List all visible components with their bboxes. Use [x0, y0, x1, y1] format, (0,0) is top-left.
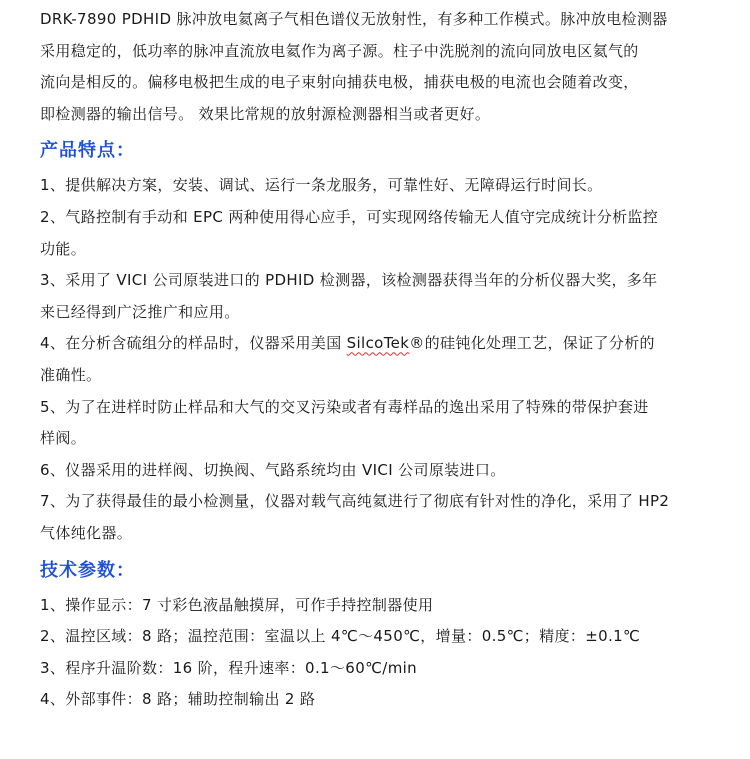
intro-line: 即检测器的输出信号。 效果比常规的放射源检测器相当或者更好。 [40, 104, 491, 123]
spec-line: 3、程序升温阶数：16 阶，程升速率：0.1～60℃/min [40, 658, 418, 677]
silcotek-brand: SilcoTek [346, 334, 410, 353]
feature-line: 3、采用了 VICI 公司原装进口的 PDHID 检测器，该检测器获得当年的分析仪器大奖，多年 [40, 271, 658, 290]
feature-line: 6、仪器采用的进样阀、切换阀、气路系统均由 VICI 公司原装进口。 [40, 460, 506, 479]
feature-line: 功能。 [40, 239, 87, 258]
intro-line: 采用稳定的，低功率的脉冲直流放电氦作为离子源。柱子中洗脱剂的流向同放电区氦气的 [40, 41, 639, 60]
feature-line: 样阀。 [40, 429, 87, 448]
feature-line: 来已经得到广泛推广和应用。 [40, 302, 240, 321]
features-section [40, 136, 716, 549]
spec-line: 2、温控区域：8 路；温控范围：室温以上 4℃～450℃，增量：0.5℃；精度：±0.1℃ [40, 627, 641, 646]
feature-line: 气体纯化器。 [40, 523, 133, 542]
feature-line-text: ®的硅钝化处理工艺，保证了分析的 [409, 334, 655, 353]
spec-line: 1、操作显示：7 寸彩色液晶触摸屏，可作手持控制器使用 [40, 595, 434, 614]
specs-section [40, 556, 716, 716]
intro-line: DRK-7890 PDHID 脉冲放电氦离子气相色谱仪无放射性，有多种工作模式。脉冲放电检测器 [40, 10, 668, 28]
features-heading: 产品特点： [40, 140, 135, 162]
intro-paragraph [40, 4, 716, 130]
specs-heading: 技术参数： [40, 559, 135, 581]
intro-line: 流向是相反的。偏移电极把生成的电子束射向捕获电极，捕获电极的电流也会随着改变， [40, 73, 639, 92]
spec-line: 4、外部事件：8 路；辅助控制输出 2 路 [40, 690, 316, 709]
feature-line-text: 4、在分析含硫组分的样品时，仪器采用美国 [40, 334, 347, 353]
feature-line: 5、为了在进样时防止样品和大气的交叉污染或者有毒样品的逸出采用了特殊的带保护套进 [40, 397, 649, 416]
feature-line: 2、气路控制有手动和 EPC 两种使用得心应手，可实现网络传输无人值守完成统计分析监控 [40, 207, 659, 226]
feature-line: 准确性。 [40, 365, 102, 384]
feature-line: 1、提供解决方案，安装、调试、运行一条龙服务，可靠性好、无障碍运行时间长。 [40, 176, 603, 195]
feature-line: 7、为了获得最佳的最小检测量，仪器对载气高纯氦进行了彻底有针对性的净化，采用了 HP2 [40, 492, 670, 511]
feature-line [40, 328, 716, 360]
